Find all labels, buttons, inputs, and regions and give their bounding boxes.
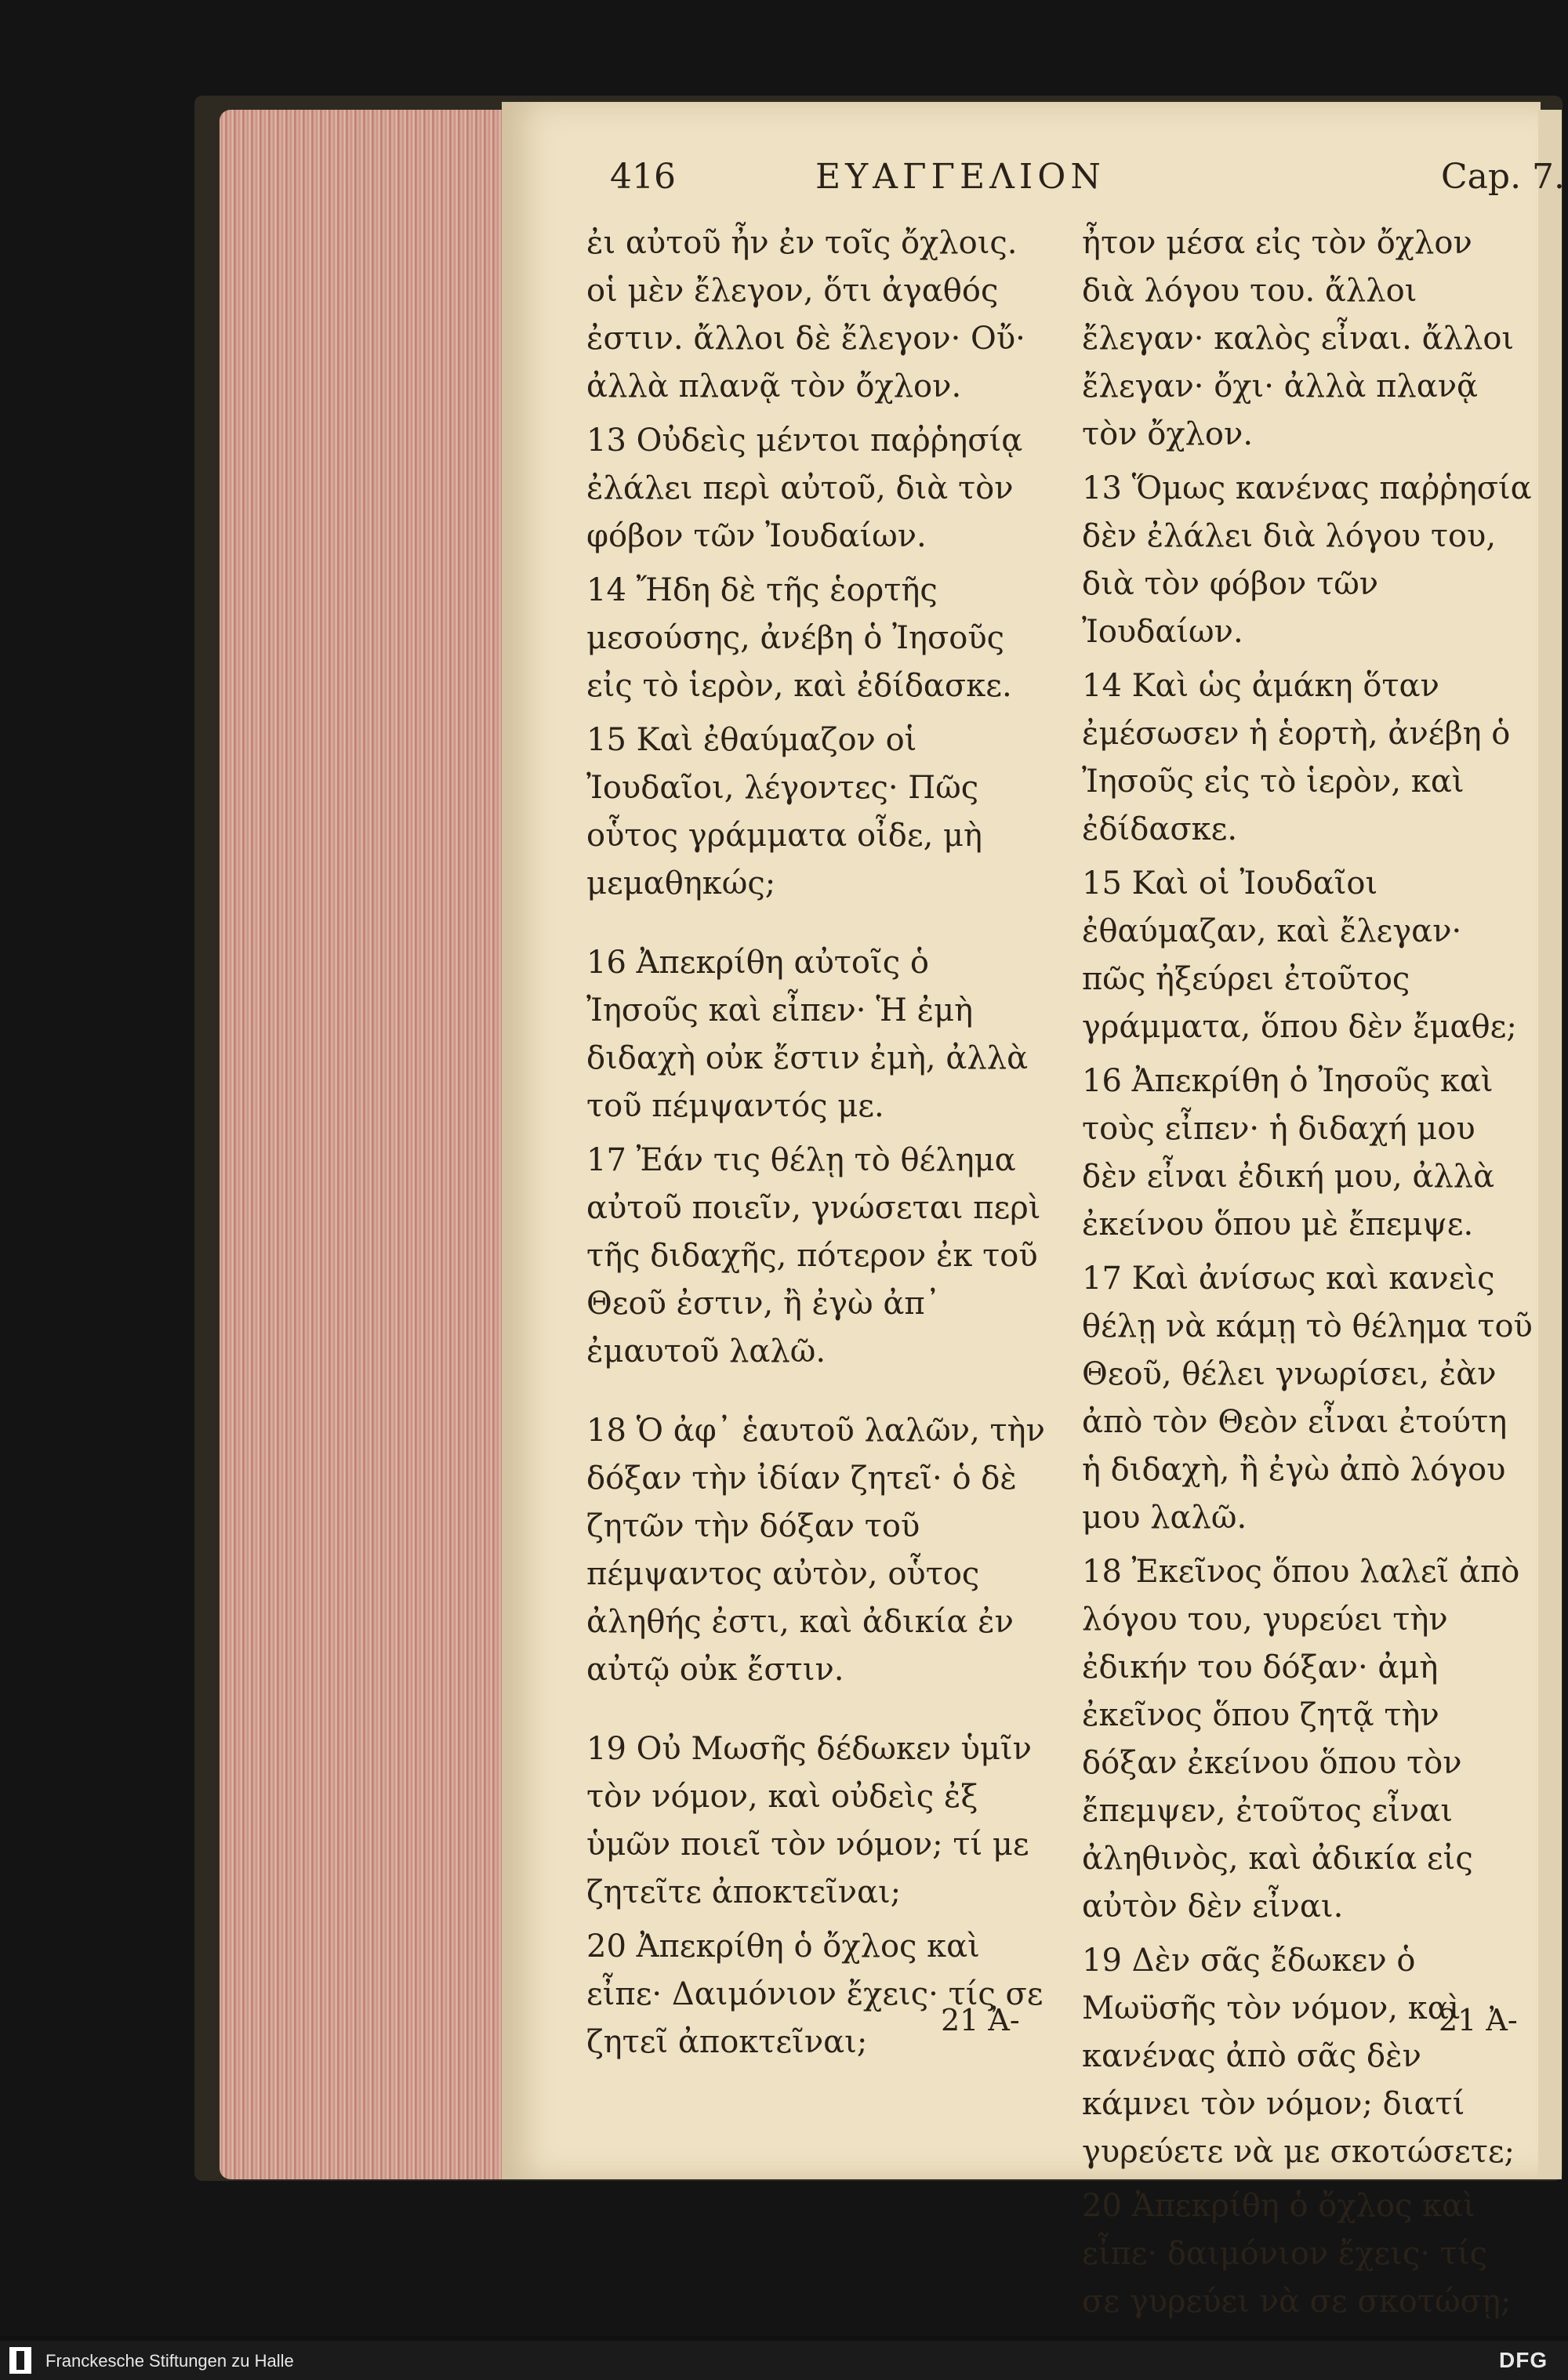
verse-text: 17 Ἐάν τις θέλῃ τὸ θέλημα αὐτοῦ ποιεῖν, γνώσεται περὶ τῆς διδαχῆς, πότερον ἐκ τοῦ Θεοῦ ἐστιν, ἢ ἐγὼ ἀπ᾽ ἐμαυτοῦ λαλῶ. [586, 1142, 1041, 1370]
facing-page-edge [1538, 110, 1562, 2179]
dfg-logo: DFG [1499, 2348, 1548, 2372]
verse-text: 13 Ὅμως κανένας παῤῥησία δὲν ἐλάλει διὰ λόγου του, διὰ τὸν φόβον τῶν Ἰουδαίων. [1082, 470, 1532, 650]
book-page-edges [220, 110, 504, 2179]
verse-text: 13 Οὐδεὶς μέντοι παῤῥησίᾳ ἐλάλει περὶ αὐτοῦ, διὰ τὸν φόβον τῶν Ἰουδαίων. [586, 423, 1023, 554]
page-number: 416 [610, 157, 676, 197]
verse-text: 19 Δὲν σᾶς ἔδωκεν ὁ Μωϋσῆς τὸν νόμον, καὶ κανένας ἀπὸ σᾶς δὲν κάμνει τὸν νόμον; διατί γυρεύετε νὰ με σκοτώσετε; [1082, 1943, 1515, 2170]
viewer-footer [0, 2341, 1568, 2380]
running-title: ΕΥΑΓΓΕΛΙΟΝ [815, 157, 1105, 197]
verse-text: 18 Ὁ ἀφ᾽ ἑαυτοῦ λαλῶν, τὴν δόξαν τὴν ἰδίαν ζητεῖ· ὁ δὲ ζητῶν τὴν δόξαν τοῦ πέμψαντος αὐτὸν, οὗτος ἀληθής ἐστι, καὶ ἀδικία ἐν αὐτῷ οὐκ ἔστιν. [586, 1413, 1045, 1688]
verse-text: 16 Ἀπεκρίθη ὁ Ἰησοῦς καὶ τοὺς εἶπεν· ἡ διδαχή μου δὲν εἶναι ἐδική μου, ἀλλὰ ἐκείνου ὅπου μὲ ἔπεμψε. [1082, 1063, 1495, 1243]
chapter-label: Cap. 7. [1441, 157, 1566, 197]
verse-text: 20 Ἀπεκρίθη ὁ ὄχλος καὶ εἶπε· δαιμόνιον ἔχεις· τίς σε γυρεύει νὰ σε σκοτώσῃ; [1082, 2188, 1512, 2320]
verse-text: 14 Ἤδη δὲ τῆς ἑορτῆς μεσούσης, ἀνέβη ὁ Ἰησοῦς εἰς τὸ ἱερὸν, καὶ ἐδίδασκε. [586, 572, 1012, 704]
catchword-right: 21 Ἀ- [1439, 2003, 1518, 2037]
verse-text: 19 Οὐ Μωσῆς δέδωκεν ὑμῖν τὸν νόμον, καὶ οὐδεὶς ἐξ ὑμῶν ποιεῖ τὸν νόμον; τί με ζητεῖτε ἀποκτεῖναι; [586, 1731, 1032, 1910]
verse-text: 15 Καὶ οἱ Ἰουδαῖοι ἐθαύμαζαν, καὶ ἔλεγαν· πῶς ἠξεύρει ἐτοῦτος γράμματα, ὅπου δὲν ἔμαθε; [1082, 865, 1517, 1045]
verse-text: ἐι αὐτοῦ ἦν ἐν τοῖς ὄχλοις. οἱ μὲν ἔλεγον, ὅτι ἀγαθός ἐστιν. ἄλλοι δὲ ἔλεγον· Οὔ· ἀλλὰ πλανᾷ τὸν ὄχλον. [586, 225, 1025, 405]
verse-text: 18 Ἐκεῖνος ὅπου λαλεῖ ἀπὸ λόγου του, γυρεύει τὴν ἐδικήν του δόξαν· ἀμὴ ἐκεῖνος ὅπου ζητᾷ τὴν δόξαν ἐκείνου ὅπου τὸν ἔπεμψεν, ἐτοῦτος εἶναι ἀληθινὸς, καὶ ἀδικία εἰς αὐτὸν δὲν εἶναι. [1082, 1554, 1520, 1925]
catchword-left: 21 Ἀ- [941, 2003, 1020, 2037]
verse-text: 14 Καὶ ὡς ἀμάκη ὅταν ἐμέσωσεν ἡ ἑορτὴ, ἀνέβη ὁ Ἰησοῦς εἰς τὸ ἱερὸν, καὶ ἐδίδασκε. [1082, 668, 1511, 847]
institution-logo-icon [9, 2347, 31, 2374]
verse-text: ἦτον μέσα εἰς τὸν ὄχλον διὰ λόγου του. ἄλλοι ἔλεγαν· καλὸς εἶναι. ἄλλοι ἔλεγαν· ὄχι· ἀλλὰ πλανᾷ τὸν ὄχλον. [1082, 225, 1515, 452]
verse-text: 20 Ἀπεκρίθη ὁ ὄχλος καὶ εἶπε· Δαιμόνιον ἔχεις· τίς σε ζητεῖ ἀποκτεῖναι; [586, 1928, 1044, 2060]
greek-column [586, 219, 1049, 2073]
verse-text: 17 Καὶ ἀνίσως καὶ κανεὶς θέλῃ νὰ κάμῃ τὸ θέλημα τοῦ Θεοῦ, θέλει γνωρίσει, ἐὰν ἀπὸ τὸν Θεὸν εἶναι ἐτούτη ἡ διδαχὴ, ἢ ἐγὼ ἀπὸ λόγου μου λαλῶ. [1082, 1261, 1533, 1536]
verse-text: 15 Καὶ ἐθαύμαζον οἱ Ἰουδαῖοι, λέγοντες· Πῶς οὗτος γράμματα οἶδε, μὴ μεμαθηκώς; [586, 722, 982, 902]
institution-name: Franckesche Stiftungen zu Halle [45, 2351, 294, 2371]
verse-text: 16 Ἀπεκρίθη αὐτοῖς ὁ Ἰησοῦς καὶ εἶπεν· Ἡ ἐμὴ διδαχὴ οὐκ ἔστιν ἐμὴ, ἀλλὰ τοῦ πέμψαντός με. [586, 945, 1029, 1124]
